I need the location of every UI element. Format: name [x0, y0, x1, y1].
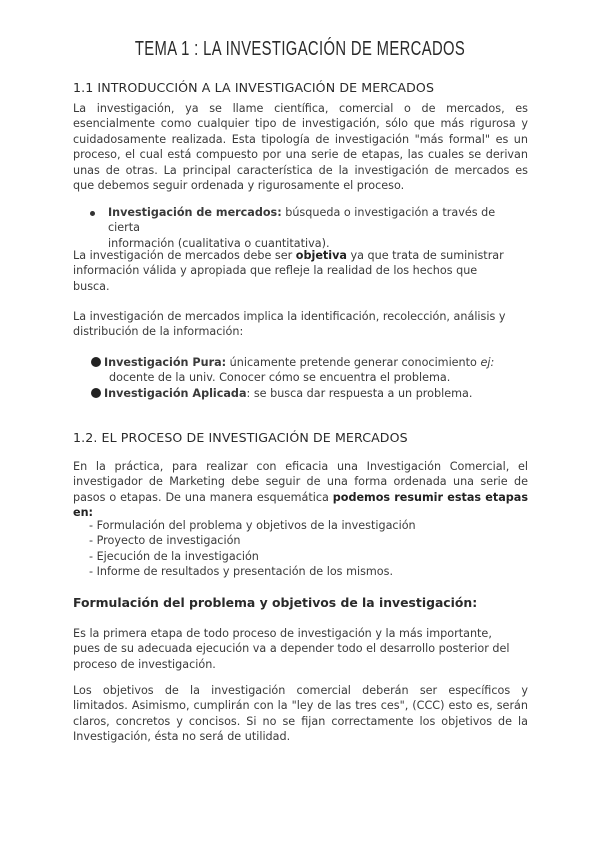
objetivos-line: Investigación, ésta no será de utilidad.: [73, 730, 291, 744]
objetivos-line: claros, concretos y concisos. Si no se fijan correctamente los objetivos de la: [73, 714, 528, 728]
bullet-definition: búsqueda o investigación a través de cierta: [108, 206, 496, 235]
proceso-line4-bold: en:: [73, 506, 94, 520]
formulacion-line: proceso de investigación.: [73, 657, 216, 671]
section-heading-introduccion: 1.1 INTRODUCCIÓN A LA INVESTIGACIÓN DE MERCADOS: [73, 80, 435, 95]
objetiva-text-post: ya que trata de suministrar: [346, 249, 504, 262]
proceso-line: investigador de Marketing debe seguir de una forma ordenada una serie de: [73, 475, 528, 489]
proceso-line3-bold: podemos resumir estas etapas: [332, 490, 528, 504]
investigacion-aplicada-item: [91, 386, 531, 401]
intro-line: cuidadosamente realizada. Esta tipología de investigación "más formal" es un: [73, 132, 528, 146]
proceso-line: En la práctica, para realizar con eficacia una Investigación Comercial, el: [73, 460, 528, 473]
intro-line: esencialmente como cualquier tipo de investigación, sólo que más rigurosa y: [73, 117, 528, 131]
intro-line: proceso, el cual está compuesto por una serie de etapas, las cuales se derivan: [73, 148, 528, 162]
bullet-dot-icon: [90, 211, 95, 216]
bullet-investigacion-mercados: [90, 205, 530, 250]
list-item: - Ejecución de la investigación: [89, 549, 259, 563]
pura-text: únicamente pretende generar conocimiento: [226, 356, 481, 369]
formulacion-line: pues de su adecuada ejecución va a depender todo el desarrollo posterior del: [73, 642, 510, 656]
formulacion-paragraph-2: [73, 683, 528, 745]
pura-ej: ej:: [480, 356, 495, 369]
implica-line: La investigación de mercados implica la identificación, recolección, análisis y: [73, 310, 506, 323]
steps-list: [89, 518, 416, 580]
objetiva-line3: busca.: [73, 279, 110, 293]
section-heading-proceso: 1.2. EL PROCESO DE INVESTIGACIÓN DE MERCADOS: [73, 430, 408, 445]
objetivos-line: Los objetivos de la investigación comercial deberán ser específicos y: [73, 684, 528, 697]
intro-line: unas de otras. La principal característica de la investigación de mercados es: [73, 163, 528, 177]
section-heading-formulacion: Formulación del problema y objetivos de la investigación:: [73, 595, 478, 610]
bullet-definition-line2: información (cualitativa o cuantitativa).: [108, 236, 330, 250]
bullet-dot-icon: [91, 357, 101, 367]
objetiva-line2: información válida y apropiada que refleje la realidad de los hechos que: [73, 264, 478, 278]
aplicada-text: : se busca dar respuesta a un problema.: [246, 387, 473, 400]
formulacion-paragraph-1: [73, 626, 528, 672]
formulacion-line: Es la primera etapa de todo proceso de investigación y la más importante,: [73, 627, 492, 640]
intro-line: que debemos seguir ordenada y rigurosamente el proceso.: [73, 179, 405, 193]
objetiva-paragraph: [73, 248, 528, 294]
objetiva-text: La investigación de mercados debe ser: [73, 249, 296, 262]
pura-term: Investigación Pura:: [104, 356, 227, 369]
list-item: - Formulación del problema y objetivos de la investigación: [89, 519, 416, 532]
aplicada-term: Investigación Aplicada: [104, 387, 247, 400]
list-item: - Proyecto de investigación: [89, 534, 241, 548]
investigacion-pura-item: [91, 355, 531, 386]
bullet-dot-icon: [91, 388, 101, 398]
objetivos-line: limitados. Asimismo, cumplirán con la "ley de las tres ces", (CCC) esto es, serán: [73, 699, 528, 713]
bullet-term: Investigación de mercados:: [108, 206, 282, 219]
list-item: - Informe de resultados y presentación de los mismos.: [89, 565, 394, 579]
proceso-line3: pasos o etapas. De una manera esquemática: [73, 490, 333, 504]
intro-line: La investigación, ya se llame científica, comercial o de mercados, es: [73, 102, 528, 115]
intro-paragraph: [73, 101, 528, 193]
page-title: TEMA 1 : LA INVESTIGACIÓN DE MERCADOS: [134, 38, 466, 60]
implica-line: distribución de la información:: [73, 325, 244, 339]
proceso-paragraph: [73, 459, 528, 521]
objetiva-bold: objetiva: [295, 249, 347, 262]
pura-line2: docente de la univ. Conocer cómo se encuentra el problema.: [109, 371, 451, 385]
bullet-text: [108, 205, 528, 251]
implica-paragraph: [73, 309, 528, 340]
